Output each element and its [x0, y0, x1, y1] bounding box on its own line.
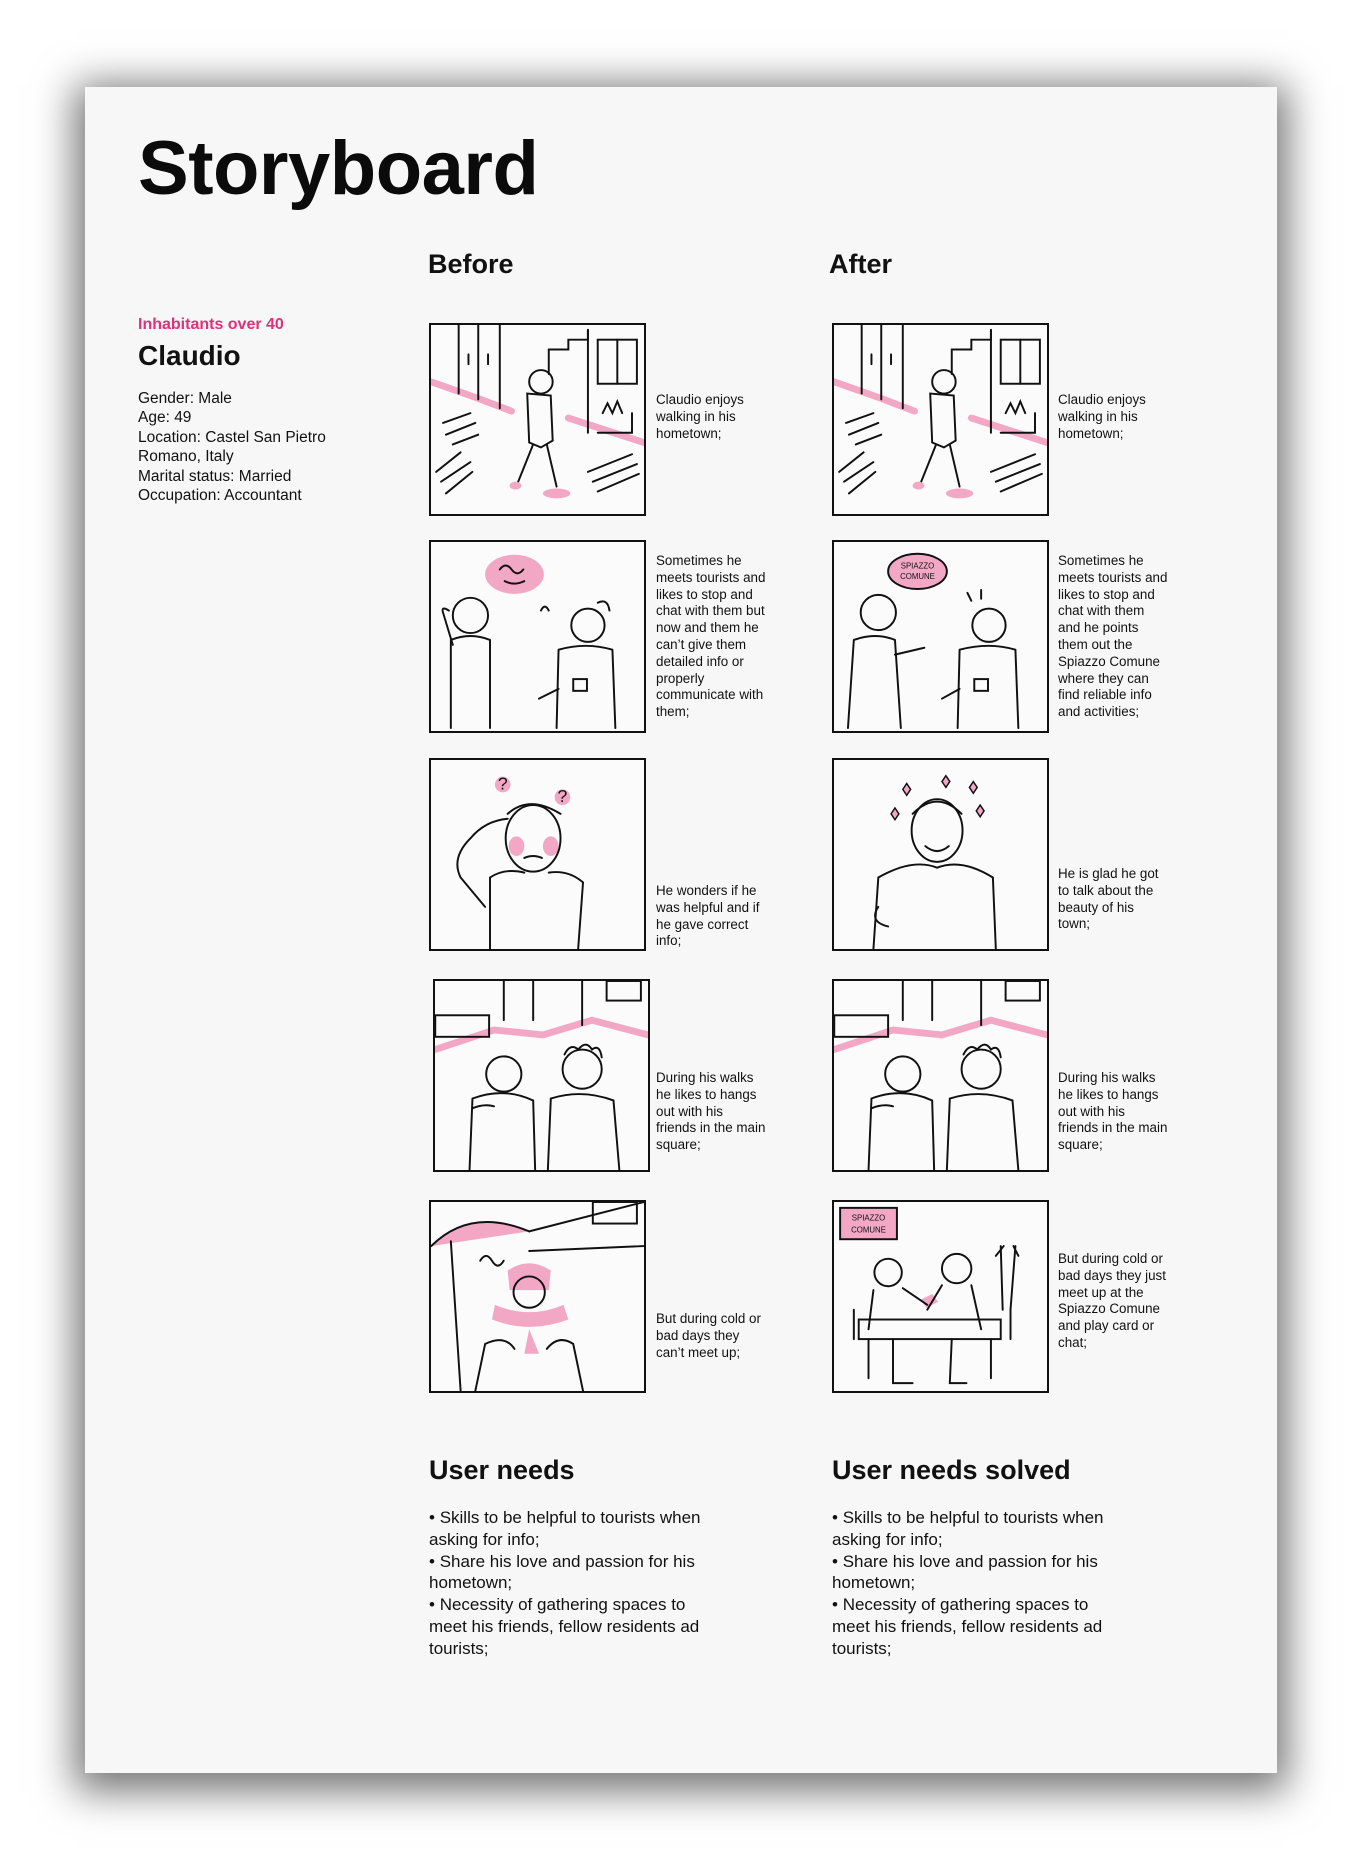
user-need-solved-item: • Necessity of gathering spaces to meet his friends, fellow residents ad tourists;: [832, 1594, 1122, 1659]
pointing-sketch: [834, 542, 1047, 731]
after-frame-pointing: [832, 540, 1049, 733]
before-caption-4: During his walks he likes to hangs out with his friends in the main square;: [656, 1070, 766, 1153]
after-caption-5: But during cold or bad days they just meet up at the Spiazzo Comune and play card or chat;: [1058, 1251, 1166, 1350]
before-caption-1: Claudio enjoys walking in his hometown;: [656, 392, 744, 441]
before-frame-confused: [429, 758, 646, 951]
user-needs-list: [429, 1507, 719, 1660]
user-needs-solved-list: [832, 1507, 1122, 1660]
page-title: Storyboard: [138, 126, 539, 211]
after-frame-glad: [832, 758, 1049, 951]
after-frame-cards: [832, 1200, 1049, 1393]
column-heading-before: Before: [428, 249, 514, 279]
walking-sketch: [834, 325, 1047, 514]
after-caption-1: Claudio enjoys walking in his hometown;: [1058, 392, 1146, 441]
persona-details: [138, 389, 358, 505]
after-caption-2: Sometimes he meets tourists and likes to stop and chat with them and he points them out the Spiazzo Comune where they can find reliable info and activities;: [1058, 553, 1168, 720]
sign-label-2: COMUNE: [851, 1225, 886, 1235]
glad-sketch: [834, 760, 1047, 949]
user-need-item: • Skills to be helpful to tourists when asking for info;: [429, 1507, 719, 1551]
sign-label-1: SPIAZZO: [900, 561, 935, 571]
before-frame-meeting-tourist: [429, 540, 646, 733]
before-frame-friends: [433, 979, 650, 1172]
persona-gender: Gender: Male: [138, 390, 232, 407]
before-frame-rain: [429, 1200, 646, 1393]
before-caption-3: He wonders if he was helpful and if he gave correct info;: [656, 883, 760, 949]
user-need-item: • Necessity of gathering spaces to meet his friends, fellow residents ad tourists;: [429, 1594, 719, 1659]
user-need-solved-item: • Share his love and passion for his hometown;: [832, 1551, 1122, 1595]
rain-sketch: [431, 1202, 644, 1391]
svg-text:?: ?: [557, 786, 568, 807]
before-frame-walking: [429, 323, 646, 516]
column-heading-after: After: [829, 249, 893, 279]
confused-sketch: [431, 760, 644, 949]
after-caption-4: During his walks he likes to hangs out with his friends in the main square;: [1058, 1070, 1168, 1153]
sign-label-2: COMUNE: [900, 572, 935, 582]
friends-sketch: [435, 981, 648, 1170]
after-frame-walking: [832, 323, 1049, 516]
sign-label-1: SPIAZZO: [851, 1213, 886, 1223]
cards-sketch: [834, 1202, 1047, 1391]
after-frame-friends: [832, 979, 1049, 1172]
before-caption-5: But during cold or bad days they can’t meet up;: [656, 1311, 761, 1360]
persona-age: Age: 49: [138, 409, 192, 427]
persona-name: Claudio: [138, 340, 241, 371]
user-need-solved-item: • Skills to be helpful to tourists when asking for info;: [832, 1507, 1122, 1551]
meeting-tourist-sketch: [431, 542, 644, 731]
svg-text:?: ?: [497, 773, 508, 794]
walking-sketch: [431, 325, 644, 514]
persona-marital-status: Marital status: Married: [138, 467, 292, 485]
persona-occupation: Occupation: Accountant: [138, 487, 302, 505]
user-need-item: • Share his love and passion for his hometown;: [429, 1551, 719, 1595]
user-needs-heading: User needs: [429, 1455, 575, 1485]
after-caption-3: He is glad he got to talk about the beauty of his town;: [1058, 866, 1159, 932]
persona-location: Location: Castel San Pietro Romano, Italy: [138, 428, 326, 466]
before-caption-2: Sometimes he meets tourists and likes to stop and chat with them but now and them he can’t give them detailed info or properly communicate with them;: [656, 553, 766, 720]
user-needs-solved-heading: User needs solved: [832, 1455, 1071, 1485]
storyboard-sheet: [85, 87, 1277, 1773]
friends-sketch: [834, 981, 1047, 1170]
persona-tag: Inhabitants over 40: [138, 316, 284, 333]
